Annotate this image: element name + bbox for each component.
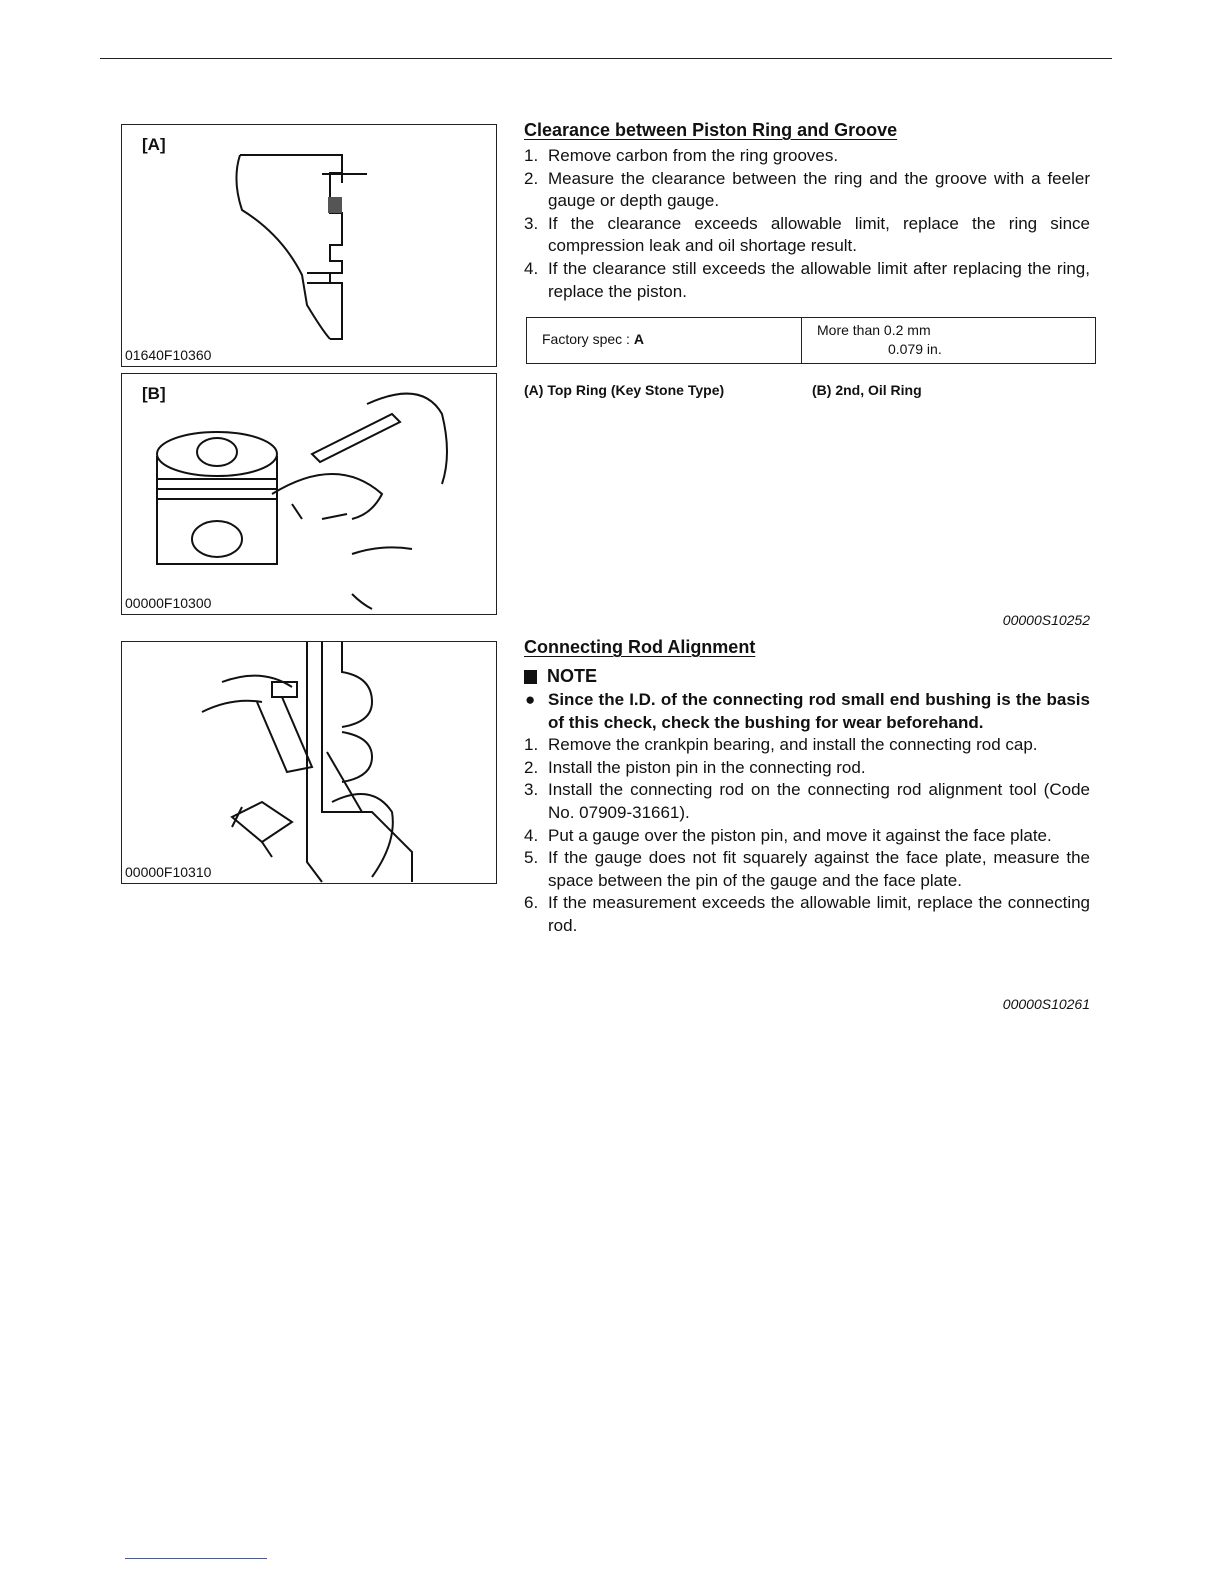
step-text: Remove the crankpin bearing, and install the connecting rod cap. bbox=[548, 735, 1038, 755]
step-number: 4. bbox=[524, 825, 539, 845]
spec-divider bbox=[801, 318, 802, 363]
figure-a-label: [A] bbox=[142, 135, 166, 154]
list-item bbox=[524, 213, 1090, 258]
note-bullet-text: Since the I.D. of the connecting rod small end bushing is the basis of this check, check the bushing for wear beforehand. bbox=[548, 690, 1090, 732]
step-number: 6. bbox=[524, 893, 539, 913]
list-item bbox=[524, 825, 1090, 848]
figure-c-rod-alignment bbox=[121, 641, 497, 884]
list-item bbox=[524, 847, 1090, 892]
note-heading bbox=[524, 666, 1090, 687]
list-item bbox=[524, 757, 1090, 780]
piston-ring-groove-drawing bbox=[122, 125, 496, 366]
step-number: 3. bbox=[524, 780, 539, 800]
spec-label-bold: A bbox=[633, 331, 644, 347]
note-title: NOTE bbox=[547, 666, 598, 686]
page-top-rule bbox=[100, 58, 1112, 59]
section2-steps bbox=[524, 734, 1090, 937]
bullet-dot-icon: ● bbox=[525, 690, 536, 709]
spec-value-in: 0.079 in. bbox=[888, 341, 942, 357]
note-square-icon bbox=[524, 670, 537, 684]
connecting-rod-alignment-drawing bbox=[122, 642, 496, 883]
list-item bbox=[524, 892, 1090, 937]
step-text: If the measurement exceeds the allowable limit, replace the connecting rod. bbox=[548, 893, 1090, 935]
section1-steps bbox=[524, 145, 1090, 303]
spec-label bbox=[542, 331, 644, 347]
section-piston-ring-clearance bbox=[524, 120, 1090, 303]
spec-label-text: Factory spec : bbox=[542, 331, 634, 347]
step-text: Measure the clearance between the ring and the groove with a feeler gauge or depth gauge. bbox=[548, 168, 1090, 211]
step-number: 2. bbox=[524, 757, 539, 777]
section1-title: Clearance between Piston Ring and Groove bbox=[524, 120, 898, 140]
figure-a-ring-groove bbox=[121, 124, 497, 367]
caption-a: (A) Top Ring (Key Stone Type) bbox=[524, 382, 725, 398]
figure-b-feeler-gauge bbox=[121, 373, 497, 615]
list-item bbox=[524, 168, 1090, 213]
caption-b: (B) 2nd, Oil Ring bbox=[812, 382, 922, 398]
bottom-link-rule bbox=[125, 1558, 267, 1559]
step-text: Install the piston pin in the connecting rod. bbox=[548, 757, 866, 777]
step-text: Remove carbon from the ring grooves. bbox=[548, 146, 839, 165]
step-text: Install the connecting rod on the connecting rod alignment tool (Code No. 07909-31661). bbox=[548, 780, 1090, 822]
factory-spec-table bbox=[526, 317, 1096, 364]
spec-value-mm: More than 0.2 mm bbox=[817, 322, 931, 338]
figure-c-code: 00000F10310 bbox=[125, 864, 212, 880]
figure-b-code: 00000F10300 bbox=[125, 595, 212, 611]
note-bullet bbox=[524, 689, 1090, 734]
step-number: 1. bbox=[524, 146, 539, 165]
step-text: Put a gauge over the piston pin, and move it against the face plate. bbox=[548, 825, 1052, 845]
section2-title: Connecting Rod Alignment bbox=[524, 637, 756, 657]
step-number: 1. bbox=[524, 735, 539, 755]
list-item bbox=[524, 734, 1090, 757]
figure-b-label: [B] bbox=[142, 384, 166, 403]
step-number: 4. bbox=[524, 258, 539, 278]
figure-a-code: 01640F10360 bbox=[125, 347, 212, 363]
list-item bbox=[524, 258, 1090, 303]
step-text: If the clearance exceeds allowable limit, replace the ring since compression leak and oil shortage result. bbox=[548, 213, 1090, 256]
section-connecting-rod-alignment bbox=[524, 637, 1090, 938]
list-item bbox=[524, 779, 1090, 824]
list-item bbox=[524, 145, 1090, 168]
step-text: If the gauge does not fit squarely against the face plate, measure the space between the pin of the gauge and the face plate. bbox=[548, 848, 1090, 890]
step-number: 5. bbox=[524, 848, 539, 868]
step-text: If the clearance still exceeds the allowable limit after replacing the ring, replace the piston. bbox=[548, 258, 1090, 301]
step-number: 2. bbox=[524, 168, 539, 188]
piston-feeler-gauge-drawing bbox=[122, 374, 496, 614]
step-number: 3. bbox=[524, 213, 539, 233]
section2-ref-code: 00000S10261 bbox=[1002, 996, 1090, 1012]
section1-ref-code: 00000S10252 bbox=[1002, 612, 1090, 628]
